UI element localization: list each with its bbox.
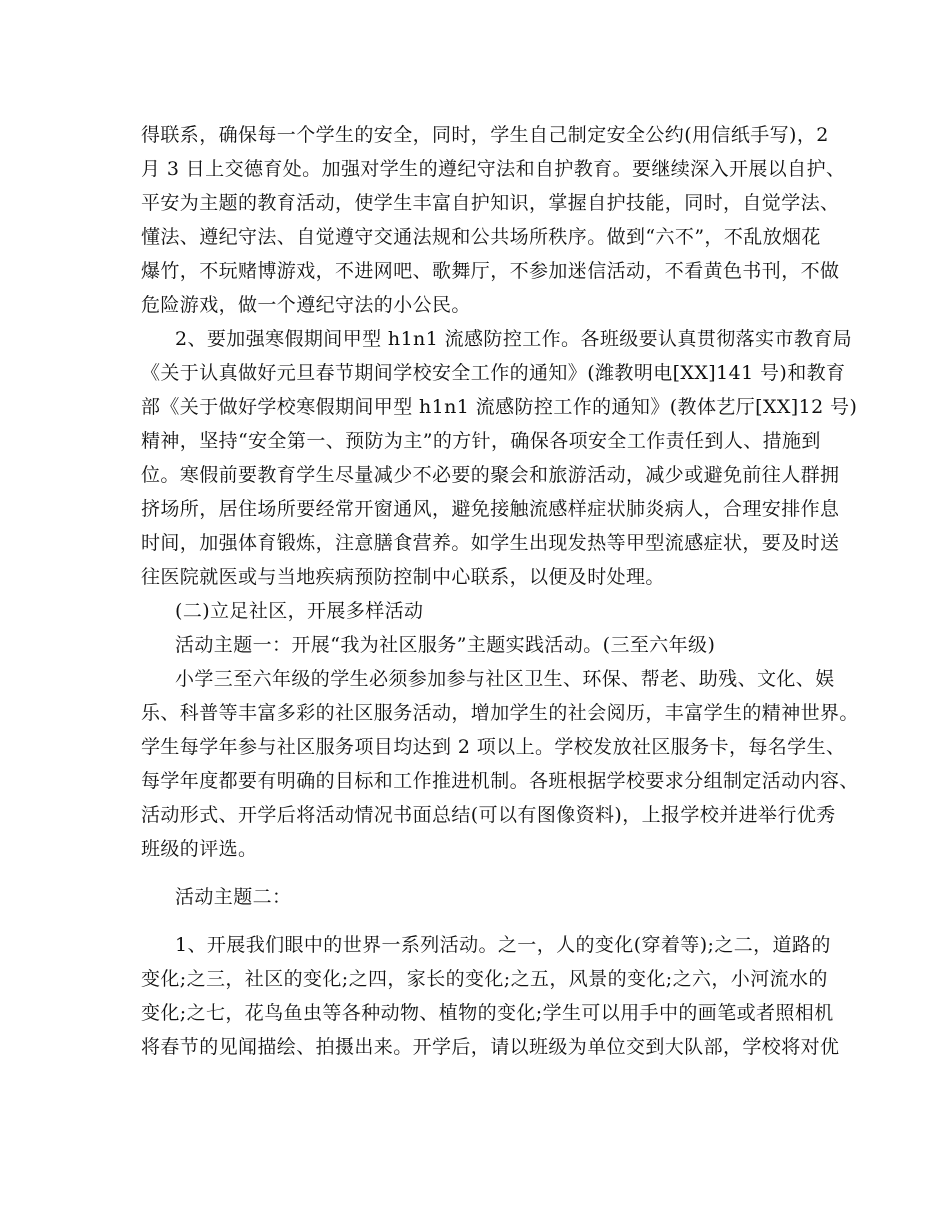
text-line: 挤场所，居住场所要经常开窗通风，避免接触流感样症状肺炎病人，合理安排作息 — [141, 498, 840, 520]
activity-theme-heading: 活动主题二： — [175, 886, 292, 908]
text-line: 爆竹，不玩赌博游戏，不进网吧、歌舞厅，不参加迷信活动，不看黄色书刊，不做 — [141, 260, 840, 282]
text-line: 班级的评选。 — [141, 838, 258, 860]
text-line: 往医院就医或与当地疾病预防控制中心联系，以便及时处理。 — [141, 566, 665, 588]
paragraph-first-line: 小学三至六年级的学生必须参加参与社区卫生、环保、帮老、助残、文化、娱 — [175, 668, 835, 690]
text-line: 学生每学年参与社区服务项目均达到 2 项以上。学校发放社区服务卡，每名学生、 — [141, 736, 846, 758]
activity-theme-heading: 活动主题一：开展“我为社区服务”主题实践活动。(三至六年级) — [175, 634, 716, 656]
document-page — [141, 118, 859, 1064]
text-line: 乐、科普等丰富多彩的社区服务活动，增加学生的社会阅历，丰富学生的精神世界。 — [141, 702, 859, 724]
text-line: 懂法、遵纪守法、自觉遵守交通法规和公共场所秩序。做到“六不”，不乱放烟花 — [141, 226, 821, 248]
text-line: 月 3 日上交德育处。加强对学生的遵纪守法和自护教育。要继续深入开展以自护、 — [141, 158, 846, 180]
text-line: 每学年度都要有明确的目标和工作推进机制。各班根据学校要求分组制定活动内容、 — [141, 770, 859, 792]
text-line: 部《关于做好学校寒假期间甲型 h1n1 流感防控工作的通知》(教体艺厅[XX]12 号) — [141, 396, 858, 418]
paragraph-first-line: 1、开展我们眼中的世界一系列活动。之一，人的变化(穿着等);之二，道路的 — [175, 934, 831, 956]
text-line: 变化;之三，社区的变化;之四，家长的变化;之五，风景的变化;之六，小河流水的 — [141, 968, 828, 990]
paragraph-gap — [141, 914, 811, 928]
text-line: 得联系，确保每一个学生的安全，同时，学生自己制定安全公约(用信纸手写)，2 — [141, 124, 829, 146]
text-line: 时间，加强体育锻炼，注意膳食营养。如学生出现发热等甲型流感症状，要及时送 — [141, 532, 840, 554]
text-line: 《关于认真做好元旦春节期间学校安全工作的通知》(潍教明电[XX]141 号)和教育 — [141, 362, 846, 384]
text-line: 位。寒假前要教育学生尽量减少不必要的聚会和旅游活动，减少或避免前往人群拥 — [141, 464, 840, 486]
text-line: 平安为主题的教育活动，使学生丰富自护知识，掌握自护技能，同时，自觉学法、 — [141, 192, 840, 214]
paragraph-gap — [141, 866, 811, 880]
text-line: 将春节的见闻描绘、拍摄出来。开学后，请以班级为单位交到大队部，学校将对优 — [141, 1036, 840, 1058]
paragraph-first-line: 2、要加强寒假期间甲型 h1n1 流感防控工作。各班级要认真贯彻落实市教育局 — [175, 328, 853, 350]
section-heading: (二)立足社区，开展多样活动 — [175, 600, 424, 622]
text-line: 危险游戏，做一个遵纪守法的小公民。 — [141, 294, 471, 316]
text-line: 活动形式、开学后将活动情况书面总结(可以有图像资料)，上报学校并进举行优秀 — [141, 804, 836, 826]
text-line: 精神，坚持“安全第一、预防为主”的方针，确保各项安全工作责任到人、措施到 — [141, 430, 821, 452]
text-line: 变化;之七，花鸟鱼虫等各种动物、植物的变化;学生可以用手中的画笔或者照相机 — [141, 1002, 834, 1024]
